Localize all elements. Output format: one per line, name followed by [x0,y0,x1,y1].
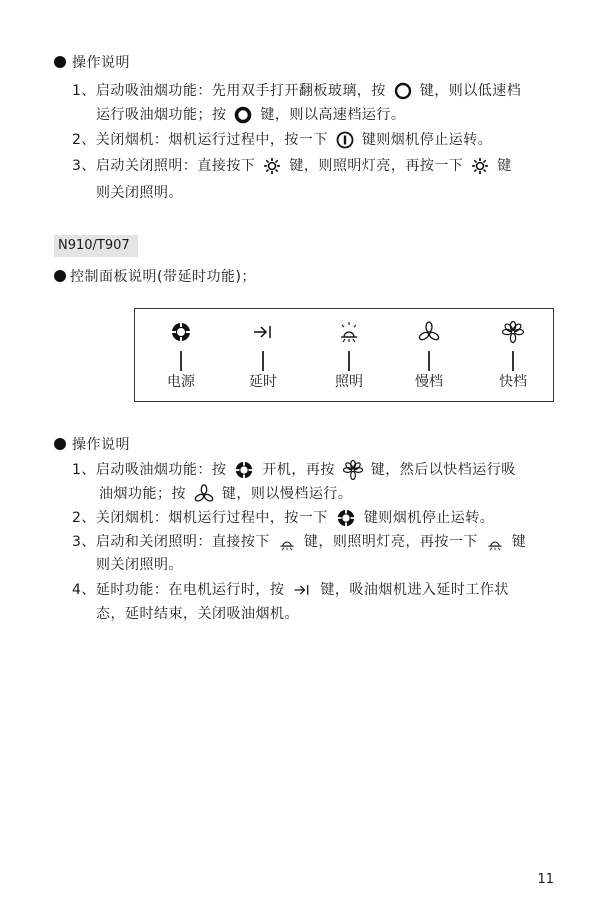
panel-stem [262,351,264,371]
fan-fast-icon [343,460,363,480]
light-icon [278,533,296,551]
section1-item-2: 2、关闭烟机：烟机运行过程中，按一下 键则烟机停止运转。 [72,132,493,148]
section2-item-2: 2、关闭烟机：烟机运行过程中，按一下 键则烟机停止运转。 [72,510,495,526]
page-number: 11 [537,872,554,887]
bullet-icon [54,438,66,450]
light-icon [486,533,504,551]
section2-heading: 操作说明 [54,436,130,454]
panel-label-power: 电源 [167,374,195,390]
light-sun-icon [471,157,489,175]
panel-button-power [151,309,211,403]
panel-button-light [319,309,379,403]
panel-stem [180,351,182,371]
fan-fast-icon [502,321,524,343]
panel-label-slow: 慢档 [415,374,443,390]
panel-button-delay [233,309,293,403]
panel-button-slow [399,309,459,403]
bullet-icon [54,56,66,68]
panel-stem [512,351,514,371]
section2-item-3: 3、启动和关闭照明：直接按下 键，则照明灯亮，再按一下 键 [72,534,527,550]
light-sun-icon [263,157,281,175]
stop-icon [336,131,354,149]
section2-item-1-cont: 油烟功能；按 键，则以慢档运行。 [99,486,353,502]
section1-item-1-cont: 运行吸油烟功能；按 键，则以高速档运行。 [96,107,406,123]
section1-heading: 操作说明 [54,54,130,72]
panel-stem [348,351,350,371]
section2-item-4-cont: 态，延时结束，关闭吸油烟机。 [96,606,299,622]
section2-item-1: 1、启动吸油烟功能：按 开机，再按 键，然后以快档运行吸 [72,462,516,478]
panel-heading: 控制面板说明(带延时功能)； [54,268,256,286]
bullet-icon [54,270,66,282]
control-panel-diagram [134,308,554,402]
delay-arrow-icon [292,581,312,599]
fan-slow-icon [418,321,440,343]
high-speed-ring-icon [234,106,252,124]
light-icon [338,321,360,343]
low-speed-ring-icon [394,82,412,100]
panel-stem [428,351,430,371]
section1-item-3: 3、启动关闭照明：直接按下 键，则照明灯亮，再按一下 键 [72,158,512,174]
section2-item-4: 4、延时功能：在电机运行时，按 键，吸油烟机进入延时工作状 [72,582,509,598]
panel-label-delay: 延时 [249,374,277,390]
section1-item-3-cont: 则关闭照明。 [96,185,183,201]
delay-arrow-icon [252,321,274,343]
model-tag: N910/T907 [54,235,138,257]
power-icon [336,508,356,528]
power-icon [234,460,254,480]
panel-label-fast: 快档 [499,374,527,390]
section2-item-3-cont: 则关闭照明。 [96,557,183,573]
section1-item-1: 1、启动吸油烟功能：先用双手打开翻板玻璃，按 键，则以低速档 [72,83,522,99]
fan-slow-icon [194,484,214,504]
panel-button-fast [483,309,543,403]
power-icon [170,321,192,343]
panel-label-light: 照明 [335,374,363,390]
